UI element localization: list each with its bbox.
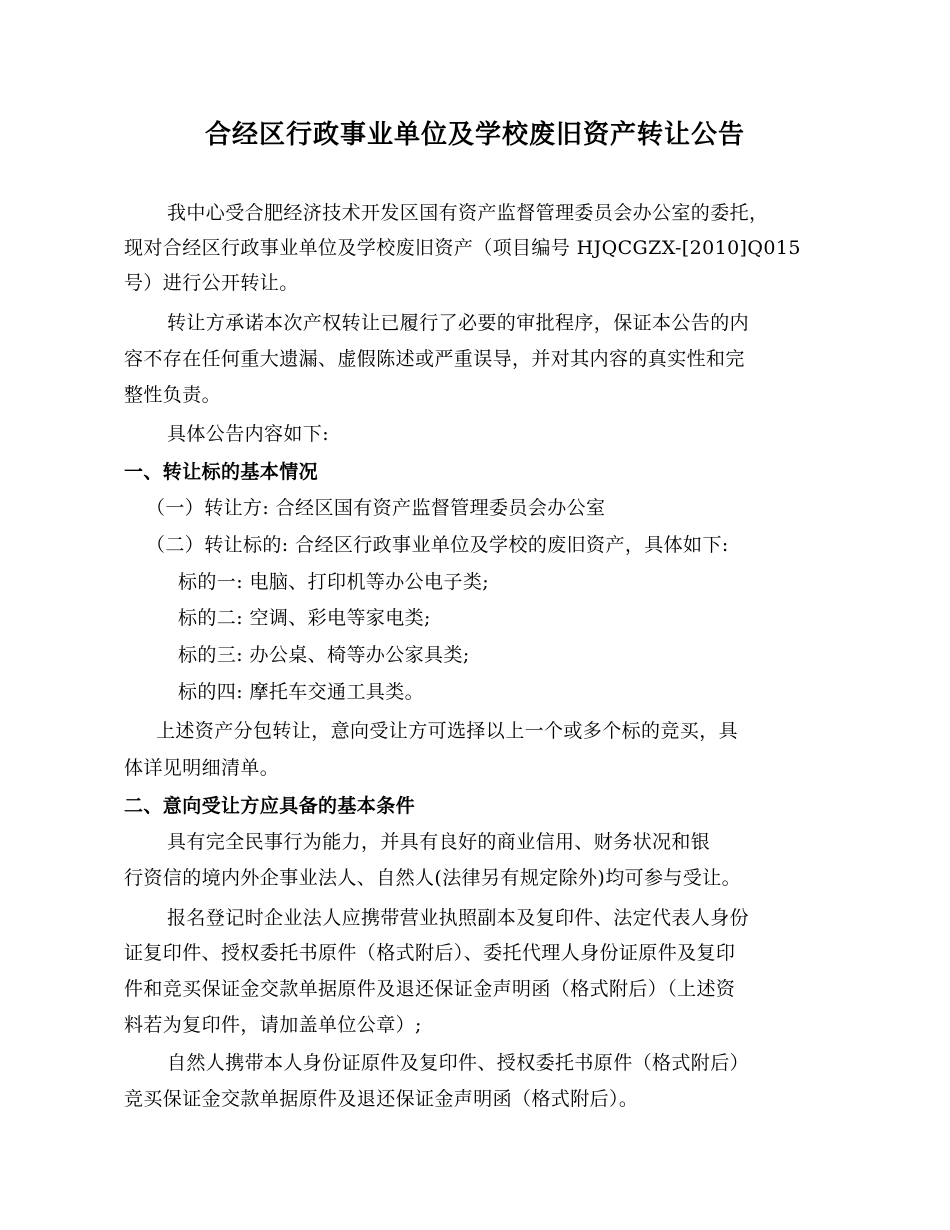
section-2-p1-line-1: 具有完全民事行为能力，并具有良好的商业信用、财务状况和银 — [167, 831, 711, 853]
promise-line-1: 转让方承诺本次产权转让已履行了必要的审批程序，保证本公告的内 — [167, 312, 750, 334]
promise-line-3: 整性负责。 — [124, 384, 222, 406]
lot-1: 标的一: 电脑、打印机等办公电子类; — [178, 571, 490, 593]
promise-line-2: 容不存在任何重大遗漏、虚假陈述或严重误导，并对其内容的真实性和完 — [124, 348, 745, 370]
lot-4: 标的四: 摩托车交通工具类。 — [178, 681, 425, 703]
section-2-p3-line-2: 竞买保证金交款单据原件及退还保证金声明函（格式附后）。 — [124, 1088, 639, 1110]
section-1-item-1: （一）转让方: 合经区国有资产监督管理委员会办公室 — [146, 497, 606, 519]
section-1-item-2: （二）转让标的: 合经区行政事业单位及学校的废旧资产，具体如下: — [146, 534, 729, 556]
section-2-p2-line-2: 证复印件、授权委托书原件（格式附后）、委托代理人身份证原件及复印 — [124, 942, 736, 964]
section-1-note-line-2: 体详见明细清单。 — [124, 757, 280, 779]
section-2-heading: 二、意向受让方应具备的基本条件 — [124, 795, 416, 817]
document-title: 合经区行政事业单位及学校废旧资产转让公告 — [204, 120, 745, 150]
section-2-p2-line-4: 料若为复印件，请加盖单位公章）; — [124, 1014, 422, 1036]
contents-intro: 具体公告内容如下: — [167, 423, 330, 445]
section-1-heading: 一、转让标的基本情况 — [124, 461, 319, 483]
section-2-p2-line-1: 报名登记时企业法人应携带营业执照副本及复印件、法定代表人身份 — [167, 907, 750, 929]
section-2-p3-line-1: 自然人携带本人身份证原件及复印件、授权委托书原件（格式附后） — [167, 1052, 750, 1074]
section-2-p1-line-2: 行资信的境内外企事业法人、自然人(法律另有规定除外)均可参与受让。 — [124, 867, 742, 889]
intro-line-3: 号）进行公开转让。 — [124, 272, 299, 294]
intro-line-2: 现对合经区行政事业单位及学校废旧资产（项目编号 HJQCGZX-[2010]Q015 — [124, 237, 801, 259]
lot-2: 标的二: 空调、彩电等家电类; — [178, 607, 431, 629]
intro-line-1: 我中心受合肥经济技术开发区国有资产监督管理委员会办公室的委托， — [167, 202, 769, 224]
section-1-note-line-1: 上述资产分包转让，意向受让方可选择以上一个或多个标的竞买，具 — [156, 720, 739, 742]
section-2-p2-line-3: 件和竞买保证金交款单据原件及退还保证金声明函（格式附后）（上述资 — [124, 978, 736, 1000]
lot-3: 标的三: 办公桌、椅等办公家具类; — [178, 644, 470, 666]
